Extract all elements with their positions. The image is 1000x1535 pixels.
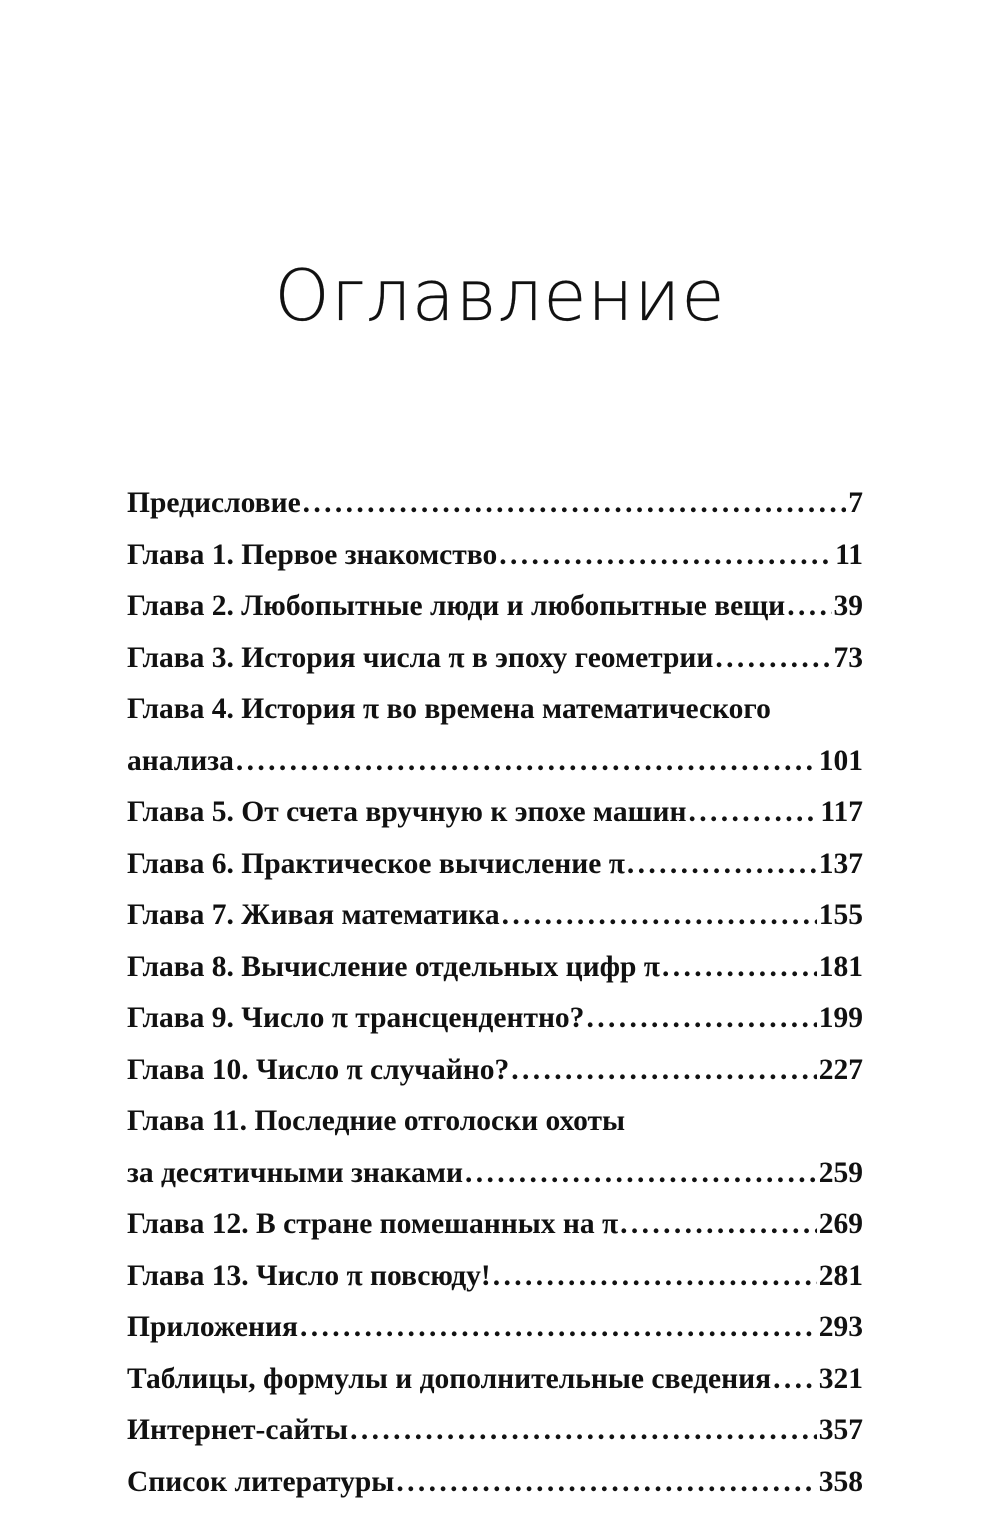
toc-entry-page: 227 (818, 1053, 863, 1086)
dot-leader (465, 1148, 817, 1200)
toc-entry-chapter-9[interactable] (127, 993, 863, 1045)
toc-entry-page: 321 (818, 1362, 863, 1395)
toc-entry-label: Глава 7. Живая математика (127, 899, 500, 931)
dot-leader (300, 1302, 817, 1354)
toc-entry-preface[interactable] (127, 478, 863, 530)
toc-entry-tables[interactable] (127, 1354, 863, 1406)
toc-entry-chapter-5[interactable] (127, 787, 863, 839)
toc-entry-page: 39 (833, 590, 863, 622)
dot-leader (350, 1405, 817, 1457)
toc-entry-bibliography[interactable] (127, 1457, 863, 1509)
toc-entry-label: Список литературы (127, 1465, 395, 1498)
toc-entry-page: 137 (818, 847, 863, 880)
toc-entry-page: 155 (818, 899, 863, 931)
toc-entry-label: Глава 11. Последние отголоски охоты (127, 1105, 626, 1137)
dot-leader (236, 736, 817, 788)
toc-entry-page: 269 (818, 1208, 863, 1240)
toc-entry-page: 293 (818, 1311, 863, 1343)
toc-entry-label-continued: за десятичными знаками (127, 1156, 464, 1189)
toc-entry-label: Глава 1. Первое знакомство (127, 538, 498, 571)
toc-entry-chapter-6[interactable] (127, 839, 863, 891)
dot-leader (773, 1354, 817, 1406)
toc-entry-page: 281 (818, 1259, 863, 1292)
toc-entry-label: Глава 2. Любопытные люди и любопытные вещи (127, 590, 786, 622)
dot-leader (715, 633, 831, 685)
toc-entry-label: Приложения (127, 1311, 298, 1343)
toc-entry-label: Глава 4. История π во времена математического (127, 693, 771, 725)
toc-entry-label: Таблицы, формулы и дополнительные сведения (127, 1362, 772, 1395)
toc-entry-page: 181 (818, 950, 863, 983)
table-of-contents (127, 478, 863, 1508)
toc-entry-page: 199 (818, 1002, 863, 1034)
dot-leader (787, 581, 831, 633)
dot-leader (662, 942, 817, 994)
dot-leader (303, 478, 847, 530)
dot-leader (586, 993, 816, 1045)
dot-leader (396, 1457, 816, 1509)
dot-leader (620, 1199, 817, 1251)
toc-entry-page: 259 (818, 1156, 863, 1189)
toc-entry-chapter-1[interactable] (127, 530, 863, 582)
toc-entry-page: 101 (818, 744, 863, 777)
dot-leader (499, 530, 833, 582)
toc-entry-chapter-2[interactable] (127, 581, 863, 633)
toc-entry-page: 117 (820, 796, 863, 828)
toc-entry-label: Предисловие (127, 487, 301, 519)
toc-entry-chapter-11[interactable] (127, 1096, 863, 1199)
toc-entry-page: 7 (848, 487, 863, 519)
toc-entry-chapter-10[interactable] (127, 1045, 863, 1097)
toc-entry-websites[interactable] (127, 1405, 863, 1457)
toc-entry-page: 357 (818, 1414, 863, 1446)
dot-leader (627, 839, 817, 891)
toc-entry-label: Глава 10. Число π случайно? (127, 1053, 510, 1086)
dot-leader (688, 787, 818, 839)
dot-leader (502, 890, 817, 942)
toc-entry-label: Глава 3. История числа π в эпоху геометрии (127, 641, 714, 674)
toc-entry-label: Глава 6. Практическое вычисление π (127, 847, 625, 880)
dot-leader (511, 1045, 816, 1097)
toc-entry-chapter-8[interactable] (127, 942, 863, 994)
toc-entry-label: Интернет-сайты (127, 1414, 349, 1446)
page-title: Оглавление (274, 255, 726, 337)
toc-entry-chapter-7[interactable] (127, 890, 863, 942)
toc-entry-label-continued: анализа (127, 744, 234, 777)
toc-entry-page: 358 (818, 1465, 863, 1498)
toc-entry-page: 73 (833, 641, 863, 674)
toc-entry-page: 11 (835, 538, 863, 571)
toc-entry-chapter-4[interactable] (127, 684, 863, 787)
toc-entry-chapter-13[interactable] (127, 1251, 863, 1303)
toc-entry-chapter-3[interactable] (127, 633, 863, 685)
toc-entry-appendices[interactable] (127, 1302, 863, 1354)
toc-entry-label: Глава 8. Вычисление отдельных цифр π (127, 950, 660, 983)
dot-leader (493, 1251, 817, 1303)
toc-entry-chapter-12[interactable] (127, 1199, 863, 1251)
toc-entry-label: Глава 13. Число π повсюду! (127, 1259, 491, 1292)
toc-entry-label: Глава 12. В стране помешанных на π (127, 1208, 619, 1240)
toc-entry-label: Глава 9. Число π трансцендентно? (127, 1002, 585, 1034)
toc-entry-label: Глава 5. От счета вручную к эпохе машин (127, 796, 687, 828)
